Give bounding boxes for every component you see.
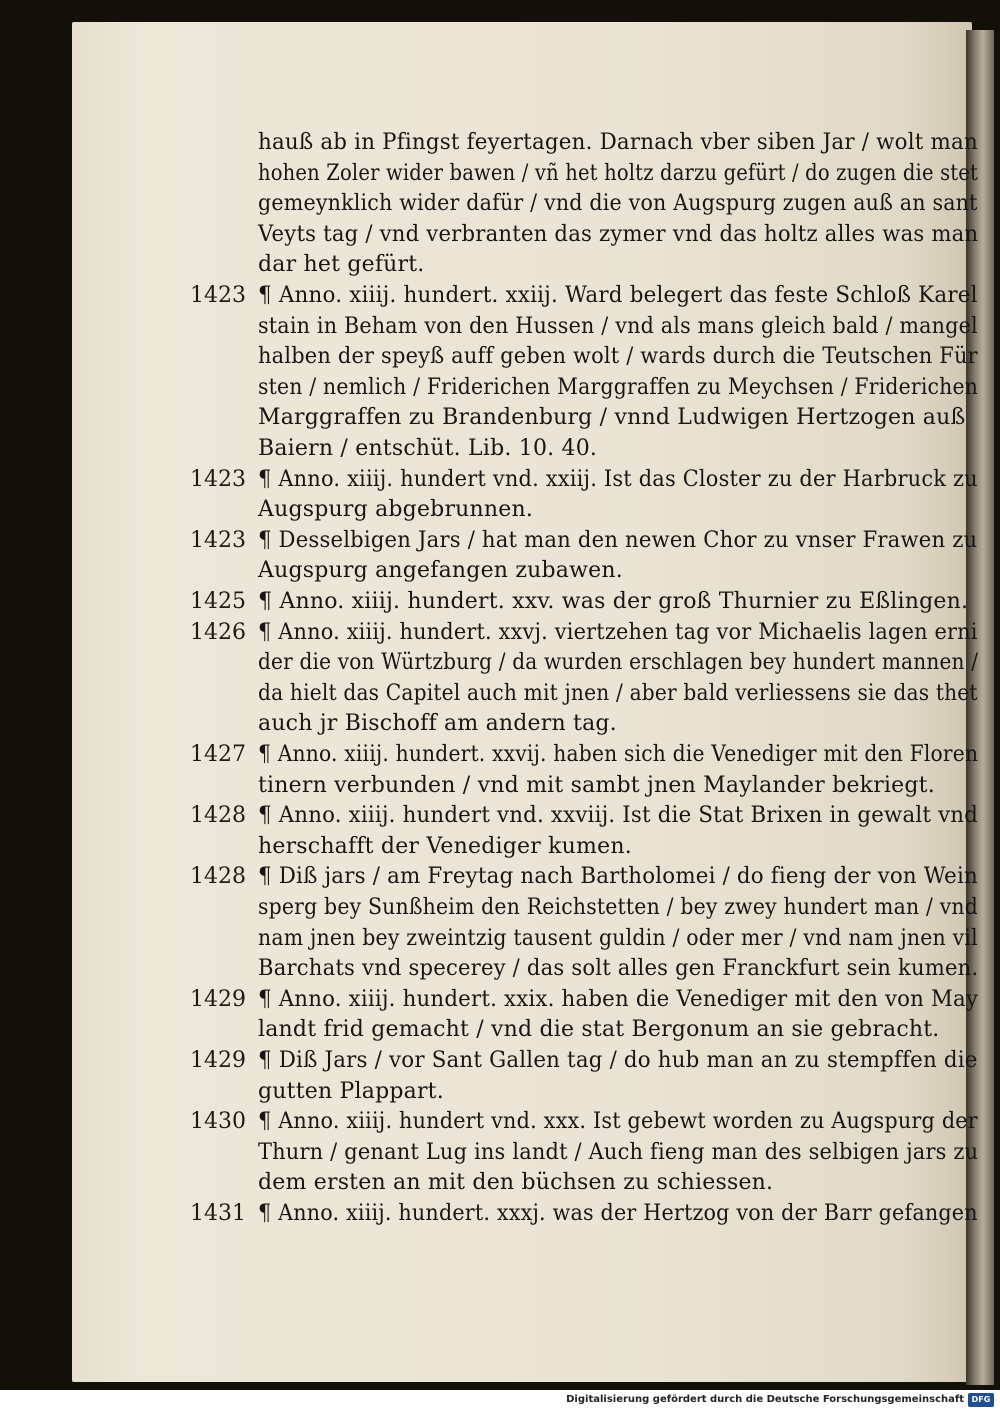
text-line: stain in Beham von den Hussen / vnd als mans gleich bald / mangel [258, 313, 978, 339]
text-line: auch jr Bischoff am andern tag. [258, 711, 617, 737]
text-line: Marggraffen zu Brandenburg / vnnd Ludwigen Hertzogen auß [258, 405, 966, 431]
margin-year: 1428 [190, 864, 246, 890]
margin-year: 1426 [190, 619, 246, 645]
text-line: halben der speyß auff geben wolt / wards durch die Teutschen Für [258, 344, 978, 370]
margin-year: 1423 [190, 466, 246, 492]
text-line: hohen Zoler wider bawen / vñ het holtz darzu gefürt / do zugen die stet [258, 160, 979, 186]
text-line: ¶ Diß Jars / vor Sant Gallen tag / do hub man an zu stempffen die [258, 1048, 978, 1073]
margin-year: 1425 [190, 589, 246, 614]
text-line: ¶ Anno. xiiij. hundert vnd. xxiij. Ist das Closter zu der Harbruck zu [258, 466, 978, 492]
text-line: Barchats vnd specerey / das solt alles gen Franckfurt sein kumen. [258, 956, 979, 982]
text-line: sperg bey Sunßheim den Reichstetten / bey zwey hundert man / vnd [258, 895, 979, 920]
text-line: der die von Würtzburg / da wurden erschlagen bey hundert mannen / [258, 650, 979, 676]
margin-year: 1429 [190, 1048, 246, 1073]
text-line: sten / nemlich / Friderichen Marggraffen zu Meychsen / Friderichen [258, 374, 979, 400]
text-line: dem ersten an mit den büchsen zu schiessen. [258, 1170, 774, 1196]
margin-year: 1423 [190, 527, 246, 553]
text-line: Baiern / entschüt. Lib. 10. 40. [258, 436, 598, 461]
text-line: Thurn / genant Lug ins landt / Auch fieng man des selbigen jars zu [258, 1139, 979, 1165]
text-line: dar het gefürt. [258, 252, 425, 278]
margin-year: 1423 [190, 283, 246, 308]
margin-year: 1429 [190, 986, 246, 1012]
text-line: Augspurg angefangen zubawen. [258, 558, 623, 584]
text-line: ¶ Desselbigen Jars / hat man den newen Chor zu vnser Frawen zu [258, 527, 978, 553]
footer [0, 1390, 1000, 1411]
funding-notice: Digitalisierung gefördert durch die Deutsche Forschungsgemeinschaft [566, 1394, 964, 1405]
margin-year: 1428 [190, 803, 246, 829]
text-line: nam jnen bey zweintzig tausent guldin / oder mer / vnd nam jnen vil [258, 925, 978, 951]
text-line: ¶ Anno. xiiij. hundert. xxvj. viertzehen tag vor Michaelis lagen erni [258, 619, 978, 645]
text-line: Veyts tag / vnd verbranten das zymer vnd das holtz alles was man [258, 221, 979, 247]
text-line: ¶ Anno. xiiij. hundert. xxvij. haben sich die Venediger mit den Floren [258, 742, 979, 767]
text-line: ¶ Diß jars / am Freytag nach Bartholomei / do fieng der von Wein [258, 864, 978, 890]
text-line: ¶ Anno. xiiij. hundert vnd. xxx. Ist gebewt worden zu Augspurg der [258, 1109, 978, 1135]
dfg-logo: DFG [968, 1393, 994, 1407]
text-line: ¶ Anno. xiiij. hundert. xxiij. Ward belegert das feste Schloß Karel [258, 283, 978, 308]
text-line: landt frid gemacht / vnd die stat Bergonum an sie gebracht. [258, 1017, 940, 1043]
text-line: herschafft der Venediger kumen. [258, 833, 632, 859]
margin-year: 1430 [190, 1109, 246, 1135]
text-line: ¶ Anno. xiiij. hundert. xxix. haben die Venediger mit den von May [258, 986, 979, 1012]
text-line: tinern verbunden / vnd mit sambt jnen Maylander bekriegt. [258, 772, 935, 798]
margin-year: 1431 [190, 1201, 246, 1226]
text-line: hauß ab in Pfingst feyertagen. Darnach vber siben Jar / wolt man [258, 130, 978, 155]
text-line: ¶ Anno. xiiij. hundert. xxv. was der groß Thurnier zu Eßlingen. [258, 589, 969, 614]
text-line: Augspurg abgebrunnen. [258, 497, 534, 523]
margin-year: 1427 [190, 742, 246, 767]
text-line: gemeynklich wider dafür / vnd die von Augspurg zugen auß an sant [258, 191, 978, 217]
text-line: ¶ Anno. xiiij. hundert vnd. xxviij. Ist die Stat Brixen in gewalt vnd [258, 803, 979, 829]
text-line: ¶ Anno. xiiij. hundert. xxxj. was der Hertzog von der Barr gefangen [258, 1201, 978, 1226]
text-line: gutten Plappart. [258, 1078, 444, 1104]
text-line: da hielt das Capitel auch mit jnen / aber bald verliessens sie das thet [258, 680, 978, 706]
